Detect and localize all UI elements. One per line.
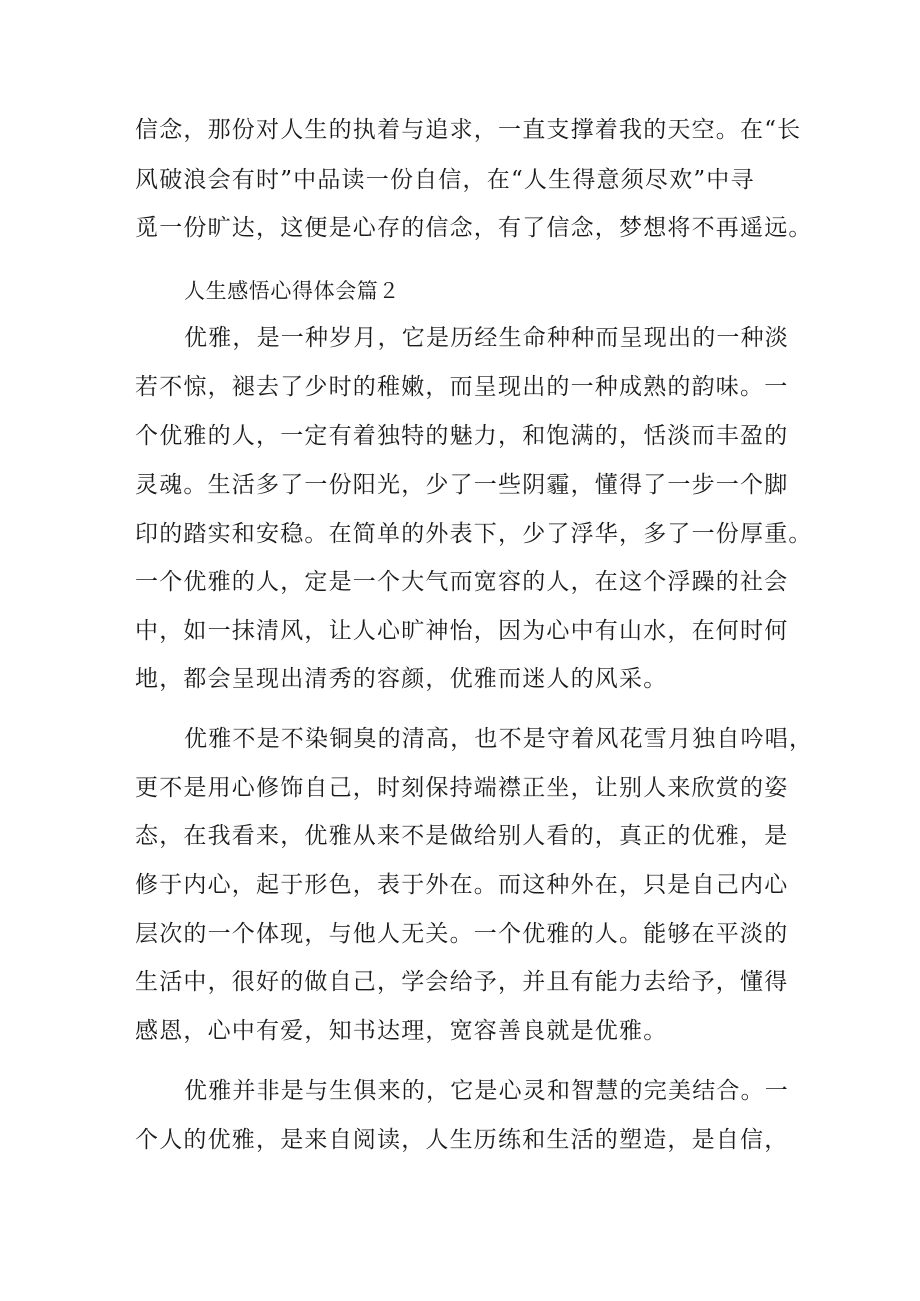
text-line: 更不是用心修饰自己，时刻保持端襟正坐，让别人来欣赏的姿 [135, 775, 789, 801]
text-line: 态，在我看来，优雅从来不是做给别人看的，真正的优雅，是 [135, 823, 789, 849]
text-line: 灵魂。生活多了一份阳光，少了一些阴霾，懂得了一步一个脚 [135, 472, 789, 498]
text-line: 感恩，心中有爱，知书达理，宽容善良就是优雅。 [135, 1018, 668, 1044]
text-line: 层次的一个体现，与他人无关。一个优雅的人。能够在平淡的 [135, 921, 789, 947]
text-line: 风破浪会有时”中品读一份自信，在“人生得意须尽欢”中寻 [135, 167, 755, 193]
text-line: 个人的优雅，是来自阅读，人生历练和生活的塑造，是自信， [135, 1127, 789, 1153]
section-heading: 人生感悟心得体会篇２ [184, 279, 400, 303]
text-line: 修于内心，起于形色，表于外在。而这种外在，只是自己内心 [135, 872, 789, 898]
text-line: 若不惊，褪去了少时的稚嫩，而呈现出的一种成熟的韵味。一 [135, 374, 789, 400]
text-line: 印的踏实和安稳。在简单的外表下，少了浮华，多了一份厚重。 [135, 521, 813, 547]
text-line: 一个优雅的人，定是一个大气而宽容的人，在这个浮躁的社会 [135, 569, 789, 595]
text-line: 优雅并非是与生俱来的，它是心灵和智慧的完美结合。一 [184, 1078, 789, 1104]
text-line: 地，都会呈现出清秀的容颜，优雅而迷人的风采。 [135, 666, 668, 692]
text-line: 中，如一抹清风，让人心旷神怡，因为心中有山水，在何时何 [135, 618, 789, 644]
text-line: 信念，那份对人生的执着与追求，一直支撑着我的天空。在“长 [135, 117, 802, 143]
text-line: 优雅，是一种岁月，它是历经生命种种而呈现出的一种淡 [184, 325, 789, 351]
text-line: 生活中，很好的做自己，学会给予，并且有能力去给予，懂得 [135, 969, 789, 995]
text-line: 优雅不是不染铜臭的清高，也不是守着风花雪月独自吟唱， [184, 726, 814, 752]
text-line: 个优雅的人，一定有着独特的魅力，和饱满的，恬淡而丰盈的 [135, 423, 789, 449]
text-line: 觅一份旷达，这便是心存的信念，有了信念，梦想将不再遥远。 [135, 215, 813, 241]
